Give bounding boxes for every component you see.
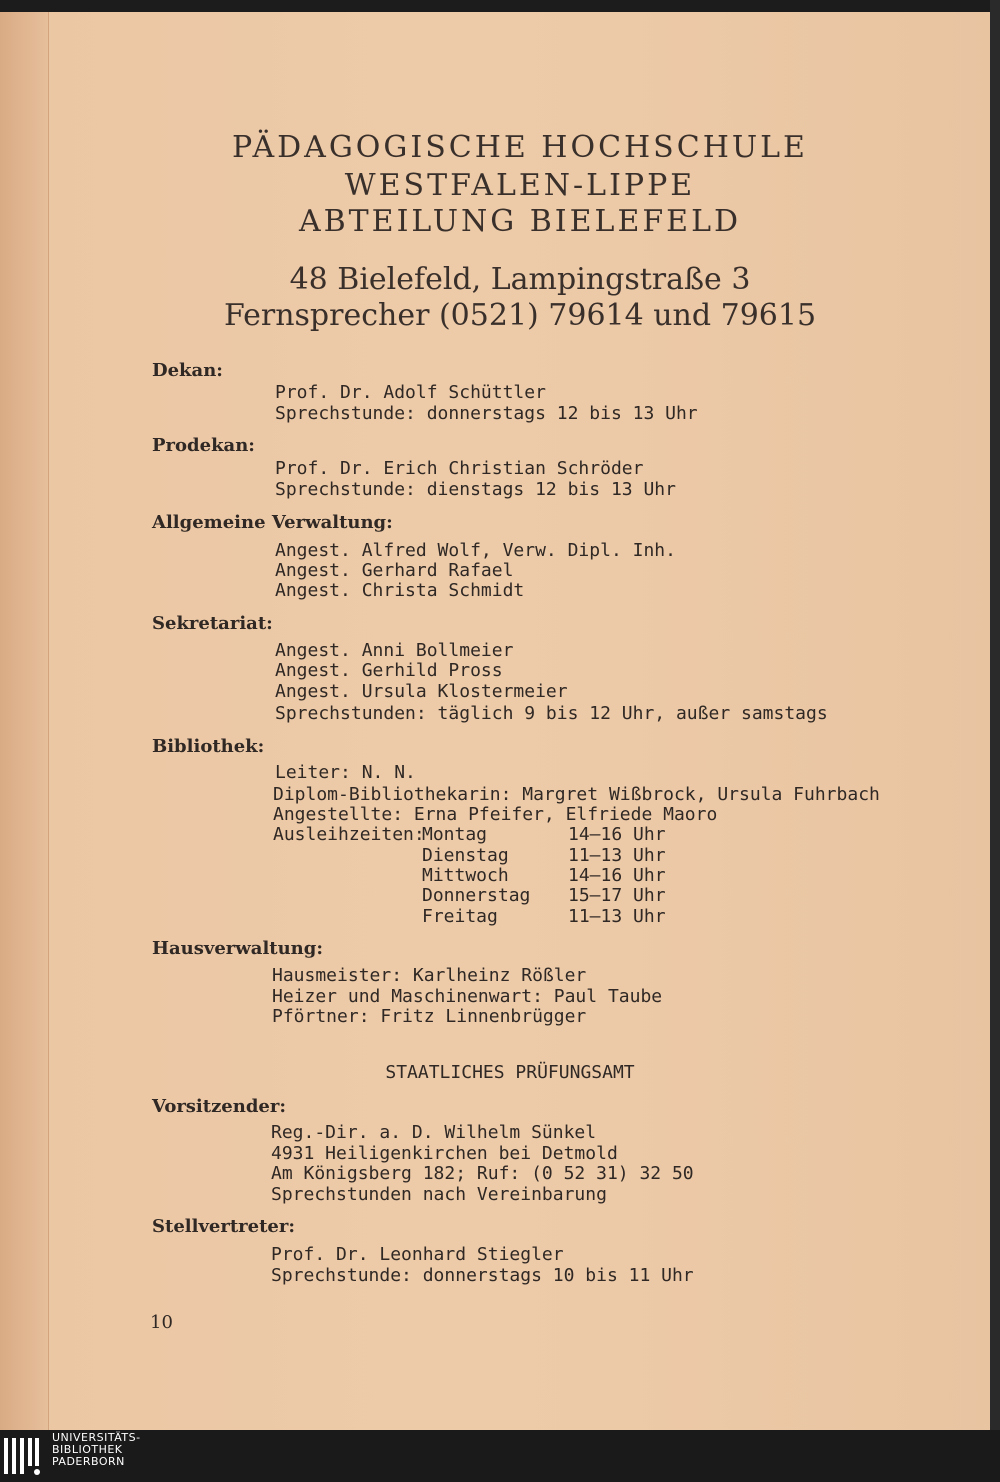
hours-time: 14—16 Uhr bbox=[568, 824, 666, 845]
library-logo-text bbox=[52, 1432, 141, 1468]
library-logo-icon bbox=[2, 1434, 46, 1478]
sekretariat-line-2: Angest. Gerhild Pross bbox=[275, 660, 503, 681]
stellvertreter-line-1: Prof. Dr. Leonhard Stiegler bbox=[271, 1244, 564, 1265]
institution-title-3: ABTEILUNG BIELEFELD bbox=[298, 204, 742, 239]
address-street: 48 Bielefeld, Lampingstraße 3 bbox=[289, 262, 751, 297]
bibliothek-bibliothekarin: Diplom-Bibliothekarin: Margret Wißbrock, Ursula Fuhrbach bbox=[273, 784, 880, 805]
sekretariat-line-3: Angest. Ursula Klostermeier bbox=[275, 681, 568, 702]
page-left-edge bbox=[0, 0, 49, 1430]
hours-time: 11—13 Uhr bbox=[568, 845, 666, 866]
bibliothek-label: Bibliothek: bbox=[152, 736, 265, 757]
verwaltung-line-1: Angest. Alfred Wolf, Verw. Dipl. Inh. bbox=[275, 540, 676, 561]
dekan-name: Prof. Dr. Adolf Schüttler bbox=[275, 382, 546, 403]
scan-right-border bbox=[990, 0, 1000, 1430]
prodekan-label: Prodekan: bbox=[152, 435, 255, 456]
vorsitzender-line-1: Reg.-Dir. a. D. Wilhelm Sünkel bbox=[271, 1122, 597, 1143]
logo-line-1: UNIVERSITÄTS- bbox=[52, 1431, 141, 1444]
hours-day: Mittwoch bbox=[422, 865, 509, 886]
hours-time: 11—13 Uhr bbox=[568, 906, 666, 927]
logo-line-2: BIBLIOTHEK bbox=[52, 1443, 123, 1456]
logo-line-3: PADERBORN bbox=[52, 1455, 125, 1468]
vorsitzender-line-4: Sprechstunden nach Vereinbarung bbox=[271, 1184, 607, 1205]
prodekan-name: Prof. Dr. Erich Christian Schröder bbox=[275, 458, 644, 479]
hausverwaltung-line-1: Hausmeister: Karlheinz Rößler bbox=[272, 965, 587, 986]
hours-day: Dienstag bbox=[422, 845, 509, 866]
sekretariat-label: Sekretariat: bbox=[152, 613, 273, 634]
address-phone: Fernsprecher (0521) 79614 und 79615 bbox=[223, 298, 817, 333]
dekan-label: Dekan: bbox=[152, 360, 223, 381]
hausverwaltung-label: Hausverwaltung: bbox=[152, 938, 323, 959]
vorsitzender-line-3: Am Königsberg 182; Ruf: (0 52 31) 32 50 bbox=[271, 1163, 694, 1184]
bibliothek-angestellte: Angestellte: Erna Pfeifer, Elfriede Maoro bbox=[273, 804, 718, 825]
ausleihzeiten-label: Ausleihzeiten: bbox=[273, 824, 425, 845]
hours-day: Donnerstag bbox=[422, 885, 531, 906]
verwaltung-label: Allgemeine Verwaltung: bbox=[152, 512, 393, 533]
prodekan-hours: Sprechstunde: dienstags 12 bis 13 Uhr bbox=[275, 479, 676, 500]
vorsitzender-line-2: 4931 Heiligenkirchen bei Detmold bbox=[271, 1143, 618, 1164]
verwaltung-line-2: Angest. Gerhard Rafael bbox=[275, 560, 514, 581]
hours-time: 15—17 Uhr bbox=[568, 885, 666, 906]
institution-title-2: WESTFALEN-LIPPE bbox=[344, 168, 696, 203]
hours-day: Montag bbox=[422, 824, 488, 845]
bibliothek-leiter: Leiter: N. N. bbox=[275, 762, 416, 783]
stellvertreter-label: Stellvertreter: bbox=[152, 1216, 295, 1237]
sekretariat-line-1: Angest. Anni Bollmeier bbox=[275, 640, 514, 661]
page-number: 10 bbox=[150, 1312, 173, 1333]
institution-title-1: PÄDAGOGISCHE HOCHSCHULE bbox=[232, 130, 808, 165]
stellvertreter-line-2: Sprechstunde: donnerstags 10 bis 11 Uhr bbox=[271, 1265, 694, 1286]
hausverwaltung-line-3: Pförtner: Fritz Linnenbrügger bbox=[272, 1006, 587, 1027]
scan-top-border bbox=[0, 0, 1000, 12]
sekretariat-hours: Sprechstunden: täglich 9 bis 12 Uhr, außer samstags bbox=[275, 703, 828, 724]
dekan-hours: Sprechstunde: donnerstags 12 bis 13 Uhr bbox=[275, 403, 698, 424]
hours-day: Freitag bbox=[422, 906, 498, 927]
vorsitzender-label: Vorsitzender: bbox=[152, 1096, 287, 1117]
pruefungsamt-title: STAATLICHES PRÜFUNGSAMT bbox=[385, 1062, 635, 1083]
verwaltung-line-3: Angest. Christa Schmidt bbox=[275, 580, 525, 601]
footer-bar bbox=[0, 1430, 1000, 1482]
hours-time: 14—16 Uhr bbox=[568, 865, 666, 886]
hausverwaltung-line-2: Heizer und Maschinenwart: Paul Taube bbox=[272, 986, 663, 1007]
